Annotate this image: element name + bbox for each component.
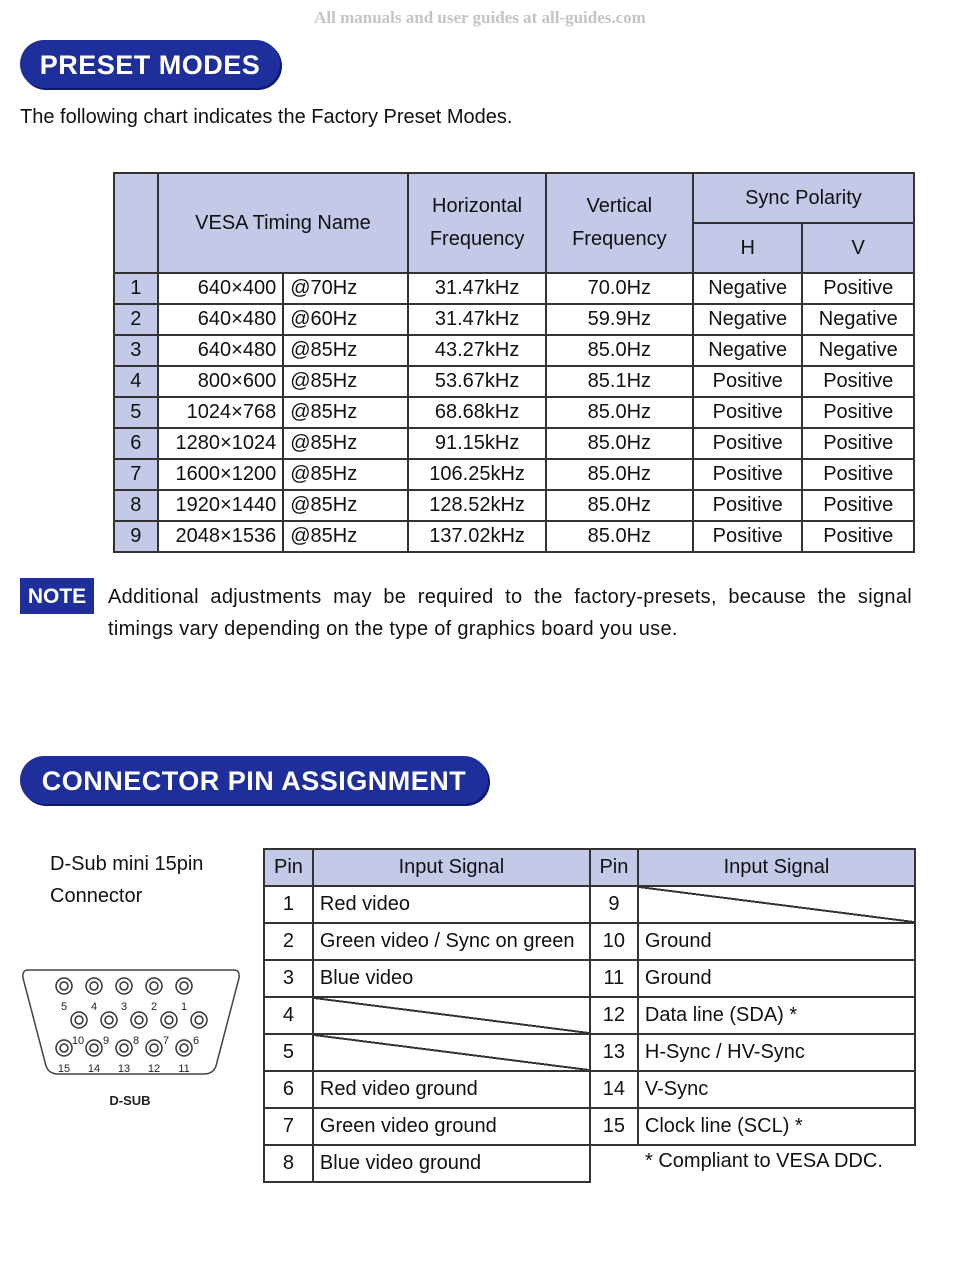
pin-number: 12 — [590, 997, 638, 1034]
pin-contact — [120, 982, 128, 990]
h-polarity: Positive — [693, 397, 803, 428]
pin-number-label: 4 — [90, 1001, 98, 1013]
pin-number-label: 13 — [117, 1063, 131, 1075]
v-polarity: Negative — [802, 304, 914, 335]
row-number: 2 — [114, 304, 158, 335]
pin-number: 1 — [264, 886, 313, 923]
vertical-frequency: 70.0Hz — [546, 273, 693, 304]
pin-assignment-table — [263, 848, 916, 1183]
pin-number: 11 — [590, 960, 638, 997]
pin-row — [264, 1108, 915, 1145]
pin-number: 5 — [264, 1034, 313, 1071]
pin-contact — [60, 982, 68, 990]
pin-number-label: 6 — [192, 1035, 200, 1047]
v-polarity: Positive — [802, 273, 914, 304]
dsub-label-line2: Connector — [50, 885, 143, 907]
pin-contact — [165, 1016, 173, 1024]
refresh-rate: @70Hz — [283, 273, 408, 304]
pin-number-label: 11 — [178, 1063, 190, 1075]
pin-row — [264, 923, 915, 960]
resolution: 640×400 — [158, 273, 284, 304]
refresh-rate: @85Hz — [283, 490, 408, 521]
pin-signal: Blue video ground — [313, 1145, 590, 1182]
refresh-rate: @85Hz — [283, 428, 408, 459]
row-number: 7 — [114, 459, 158, 490]
pin-number: 8 — [264, 1145, 313, 1182]
pin-signal: Red video ground — [313, 1071, 590, 1108]
pin-number-label: 9 — [102, 1035, 110, 1047]
row-number: 3 — [114, 335, 158, 366]
pin-contact — [60, 1044, 68, 1052]
preset-row — [114, 273, 914, 304]
pin-signal — [313, 1034, 590, 1071]
preset-row — [114, 490, 914, 521]
pin-signal — [313, 997, 590, 1034]
pin-hole — [86, 1040, 102, 1056]
h-polarity: Negative — [693, 273, 803, 304]
pin-hole — [146, 978, 162, 994]
resolution: 800×600 — [158, 366, 284, 397]
pin-hole — [56, 1040, 72, 1056]
pin-number: 13 — [590, 1034, 638, 1071]
preset-row — [114, 521, 914, 552]
row-number: 8 — [114, 490, 158, 521]
vertical-frequency: 59.9Hz — [546, 304, 693, 335]
h-polarity: Positive — [693, 521, 803, 552]
h-polarity: Positive — [693, 459, 803, 490]
horizontal-frequency: 106.25kHz — [408, 459, 545, 490]
header-signal-left: Input Signal — [313, 849, 590, 886]
horizontal-frequency: 137.02kHz — [408, 521, 545, 552]
vertical-frequency: 85.0Hz — [546, 335, 693, 366]
v-polarity: Positive — [802, 521, 914, 552]
pin-row — [264, 960, 915, 997]
pin-number-label: 2 — [150, 1001, 158, 1013]
pin-row — [264, 997, 915, 1034]
pin-number: 3 — [264, 960, 313, 997]
pin-signal: Ground — [638, 923, 915, 960]
h-polarity: Positive — [693, 428, 803, 459]
pin-row — [264, 886, 915, 923]
pin-number-label: 7 — [162, 1035, 170, 1047]
refresh-rate: @85Hz — [283, 335, 408, 366]
resolution: 640×480 — [158, 335, 284, 366]
h-polarity: Negative — [693, 304, 803, 335]
pin-number-label: 1 — [180, 1001, 188, 1013]
pin-contact — [120, 1044, 128, 1052]
vertical-frequency: 85.0Hz — [546, 459, 693, 490]
section-title-connector-pin-assignment: CONNECTOR PIN ASSIGNMENT — [20, 756, 488, 804]
pin-signal: Blue video — [313, 960, 590, 997]
header-sync-h: H — [693, 223, 803, 273]
resolution: 2048×1536 — [158, 521, 284, 552]
preset-row — [114, 428, 914, 459]
watermark: All manuals and user guides at all-guides.com — [314, 8, 646, 27]
pin-hole — [161, 1012, 177, 1028]
preset-modes-table — [113, 172, 915, 553]
row-number: 1 — [114, 273, 158, 304]
pin-number: 6 — [264, 1071, 313, 1108]
pin-number-label: 5 — [60, 1001, 68, 1013]
pin-signal: Red video — [313, 886, 590, 923]
preset-row — [114, 459, 914, 490]
refresh-rate: @85Hz — [283, 521, 408, 552]
horizontal-frequency: 43.27kHz — [408, 335, 545, 366]
resolution: 1600×1200 — [158, 459, 284, 490]
pin-number-label: 12 — [147, 1063, 161, 1075]
refresh-rate: @85Hz — [283, 366, 408, 397]
pin-contact — [90, 982, 98, 990]
preset-row — [114, 335, 914, 366]
section-title-preset-modes: PRESET MODES — [20, 40, 280, 88]
header-signal-right: Input Signal — [638, 849, 915, 886]
pin-signal: H-Sync / HV-Sync — [638, 1034, 915, 1071]
header-pin-right: Pin — [590, 849, 638, 886]
pin-signal: Green video ground — [313, 1108, 590, 1145]
row-number: 9 — [114, 521, 158, 552]
v-polarity: Positive — [802, 490, 914, 521]
horizontal-frequency: 53.67kHz — [408, 366, 545, 397]
pin-contact — [105, 1016, 113, 1024]
pin-signal: Ground — [638, 960, 915, 997]
pin-hole — [191, 1012, 207, 1028]
pin-row — [264, 1071, 915, 1108]
pin-number: 9 — [590, 886, 638, 923]
pin-hole — [176, 978, 192, 994]
pin-number: 15 — [590, 1108, 638, 1145]
preset-row — [114, 397, 914, 428]
preset-row — [114, 304, 914, 335]
pin-contact — [195, 1016, 203, 1024]
pin-hole — [116, 978, 132, 994]
pin-hole — [56, 978, 72, 994]
pin-signal: Clock line (SCL) * — [638, 1108, 915, 1145]
dsub-label — [50, 848, 203, 912]
dsub-connector-diagram — [18, 962, 244, 1114]
pin-number-label: 3 — [120, 1001, 128, 1013]
horizontal-frequency: 91.15kHz — [408, 428, 545, 459]
pin-contact — [75, 1016, 83, 1024]
v-polarity: Positive — [802, 397, 914, 428]
pin-hole — [146, 1040, 162, 1056]
pin-hole — [86, 978, 102, 994]
resolution: 1280×1024 — [158, 428, 284, 459]
refresh-rate: @85Hz — [283, 397, 408, 428]
header-vertical-frequency — [546, 173, 693, 273]
pin-number-label: 14 — [87, 1063, 101, 1075]
dsub-caption: D-SUB — [109, 1093, 151, 1108]
header-hfreq-line1: Horizontal — [432, 195, 523, 217]
resolution: 1024×768 — [158, 397, 284, 428]
v-polarity: Positive — [802, 459, 914, 490]
dsub-label-line1: D-Sub mini 15pin — [50, 853, 204, 875]
pin-contact — [150, 1044, 158, 1052]
pin-number: 14 — [590, 1071, 638, 1108]
h-polarity: Positive — [693, 490, 803, 521]
header-vesa-name: VESA Timing Name — [158, 173, 409, 273]
row-number: 4 — [114, 366, 158, 397]
header-index — [114, 173, 158, 273]
resolution: 1920×1440 — [158, 490, 284, 521]
header-horizontal-frequency — [408, 173, 545, 273]
header-vfreq-line1: Vertical — [586, 195, 653, 217]
pin-hole — [71, 1012, 87, 1028]
pin-hole — [101, 1012, 117, 1028]
pin-contact — [180, 982, 188, 990]
v-polarity: Positive — [802, 366, 914, 397]
row-number: 6 — [114, 428, 158, 459]
vertical-frequency: 85.0Hz — [546, 428, 693, 459]
pin-row — [264, 1034, 915, 1071]
pin-hole — [176, 1040, 192, 1056]
pin-signal: V-Sync — [638, 1071, 915, 1108]
pin-contact — [135, 1016, 143, 1024]
vertical-frequency: 85.0Hz — [546, 521, 693, 552]
pin-signal: Data line (SDA) * — [638, 997, 915, 1034]
horizontal-frequency: 68.68kHz — [408, 397, 545, 428]
pin-number: 2 — [264, 923, 313, 960]
header-pin-left: Pin — [264, 849, 313, 886]
pin-signal: Green video / Sync on green — [313, 923, 590, 960]
pin-signal — [638, 886, 915, 923]
pin-number: 4 — [264, 997, 313, 1034]
h-polarity: Positive — [693, 366, 803, 397]
pin-number-label: 10 — [71, 1035, 85, 1047]
horizontal-frequency: 128.52kHz — [408, 490, 545, 521]
pin-number-label: 15 — [57, 1063, 71, 1075]
vertical-frequency: 85.0Hz — [546, 490, 693, 521]
footnote: * Compliant to VESA DDC. — [645, 1150, 883, 1172]
pin-contact — [150, 982, 158, 990]
header-sync-polarity: Sync Polarity — [693, 173, 914, 223]
pin-hole — [116, 1040, 132, 1056]
v-polarity: Negative — [802, 335, 914, 366]
h-polarity: Negative — [693, 335, 803, 366]
header-sync-v: V — [802, 223, 914, 273]
pin-number: 10 — [590, 923, 638, 960]
vertical-frequency: 85.1Hz — [546, 366, 693, 397]
preset-row — [114, 366, 914, 397]
pin-number: 7 — [264, 1108, 313, 1145]
header-vfreq-line2: Frequency — [572, 228, 667, 250]
horizontal-frequency: 31.47kHz — [408, 304, 545, 335]
row-number: 5 — [114, 397, 158, 428]
note-badge: NOTE — [20, 578, 94, 614]
pin-contact — [90, 1044, 98, 1052]
pin-hole — [131, 1012, 147, 1028]
header-hfreq-line2: Frequency — [429, 228, 525, 250]
pin-number-label: 8 — [132, 1035, 140, 1047]
pin-contact — [180, 1044, 188, 1052]
refresh-rate: @85Hz — [283, 459, 408, 490]
resolution: 640×480 — [158, 304, 284, 335]
v-polarity: Positive — [802, 428, 914, 459]
vertical-frequency: 85.0Hz — [546, 397, 693, 428]
note-text: Additional adjustments may be required to the factory-presets, because the signal timings vary depending on the type of graphics board you use. — [108, 586, 912, 640]
refresh-rate: @60Hz — [283, 304, 408, 335]
preset-intro: The following chart indicates the Factory Preset Modes. — [20, 106, 513, 128]
horizontal-frequency: 31.47kHz — [408, 273, 545, 304]
